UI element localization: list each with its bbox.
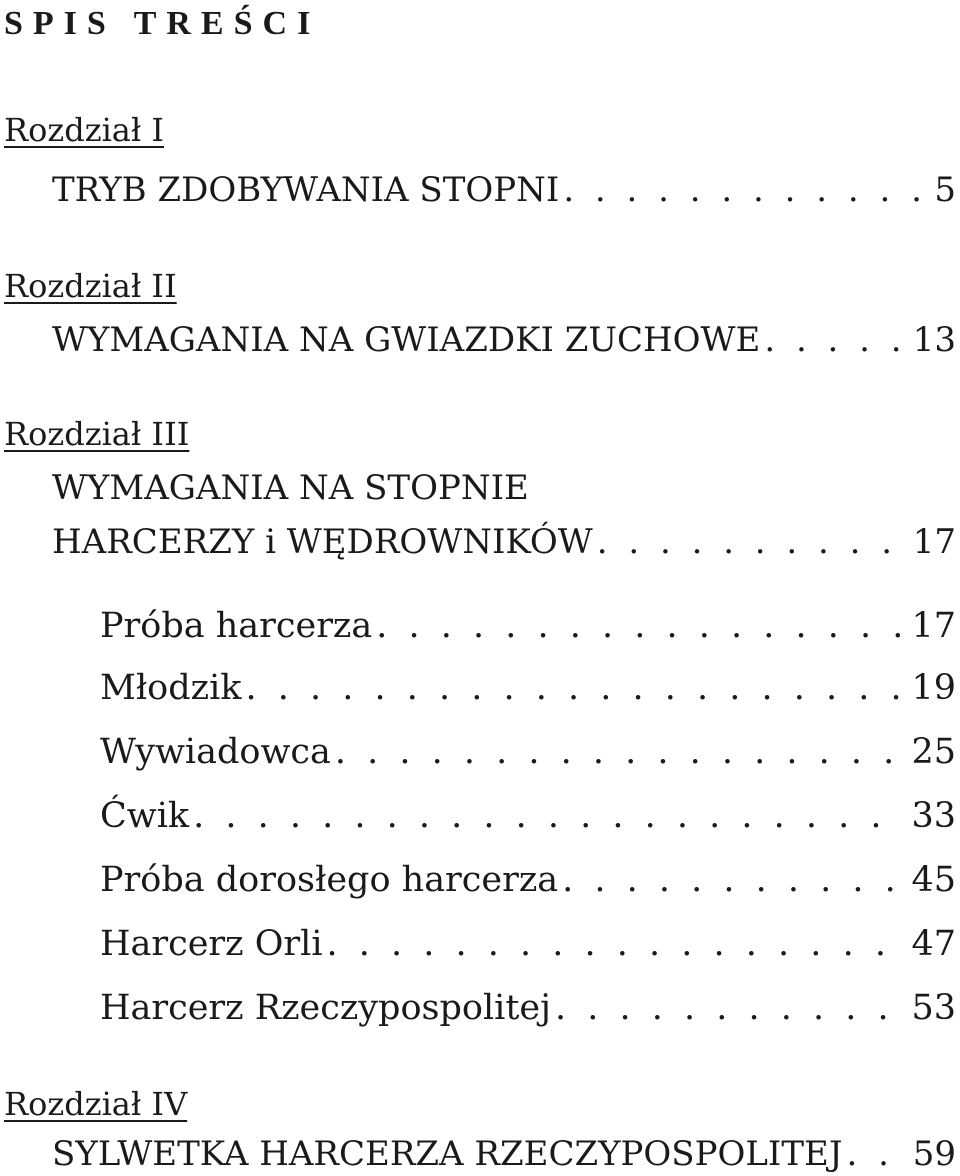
page-title: SPIS TREŚCI: [4, 5, 321, 42]
toc-entry-chapter-1[interactable]: [52, 168, 956, 212]
dot-leader: [331, 730, 906, 774]
dot-leader: [559, 168, 928, 212]
toc-entry-title: Harcerz Orli: [100, 924, 323, 964]
toc-entry-chapter-4[interactable]: [52, 1132, 956, 1176]
toc-entry-title: HARCERZY i WĘDROWNIKÓW: [52, 522, 593, 562]
toc-entry-title: Harcerz Rzeczypospolitej: [100, 988, 551, 1028]
toc-entry-title: Młodzik: [100, 668, 242, 708]
toc-subentry-harcerz-orli[interactable]: [100, 922, 956, 966]
dot-leader: [551, 986, 905, 1030]
toc-page-number: 47: [911, 924, 956, 964]
toc-subentry-proba-harcerza[interactable]: [100, 604, 956, 648]
dot-leader: [242, 666, 906, 710]
toc-entry-chapter-2[interactable]: [52, 318, 956, 362]
toc-entry-chapter-3-line1: [52, 466, 956, 510]
chapter-label-2[interactable]: Rozdział II: [4, 267, 177, 305]
toc-entry-title: TRYB ZDOBYWANIA STOPNI: [52, 170, 560, 210]
chapter-label-1[interactable]: Rozdział I: [4, 111, 165, 149]
toc-subentry-proba-doroslego-harcerza[interactable]: [100, 858, 956, 902]
toc-subentry-mlodzik[interactable]: [100, 666, 956, 710]
toc-page-number: 45: [911, 860, 956, 900]
toc-subentry-harcerz-rzeczypospolitej[interactable]: [100, 986, 956, 1030]
dot-leader: [558, 858, 905, 902]
dot-leader: [323, 922, 906, 966]
toc-entry-title: SYLWETKA HARCERZA RZECZYPOSPOLITEJ: [52, 1134, 843, 1174]
chapter-label-4[interactable]: Rozdział IV: [4, 1085, 188, 1123]
toc-entry-title: Ćwik: [100, 796, 190, 836]
dot-leader: [760, 318, 906, 362]
toc-page-number: 5: [934, 170, 956, 210]
toc-entry-title: Próba harcerza: [100, 606, 373, 646]
toc-page-number: 33: [911, 796, 956, 836]
dot-leader: [593, 520, 907, 564]
dot-leader: [189, 794, 905, 838]
toc-entry-title: WYMAGANIA NA STOPNIE: [52, 468, 529, 508]
chapter-label-3[interactable]: Rozdział III: [4, 415, 190, 453]
toc-entry-title: Wywiadowca: [100, 732, 331, 772]
toc-entry-title: Próba dorosłego harcerza: [100, 860, 559, 900]
toc-page-number: 13: [912, 320, 956, 360]
toc-page-number: 25: [911, 732, 956, 772]
toc-page-number: 17: [911, 606, 956, 646]
toc-subentry-cwik[interactable]: [100, 794, 956, 838]
dot-leader: [372, 604, 905, 648]
toc-page-number: 59: [912, 1134, 956, 1174]
dot-leader: [842, 1132, 906, 1176]
toc-page-number: 17: [912, 522, 956, 562]
toc-subentry-wywiadowca[interactable]: [100, 730, 956, 774]
toc-page-number: 19: [911, 668, 956, 708]
toc-entry-chapter-3[interactable]: [52, 520, 956, 564]
toc-entry-title: WYMAGANIA NA GWIAZDKI ZUCHOWE: [52, 320, 761, 360]
toc-page-number: 53: [911, 988, 956, 1028]
